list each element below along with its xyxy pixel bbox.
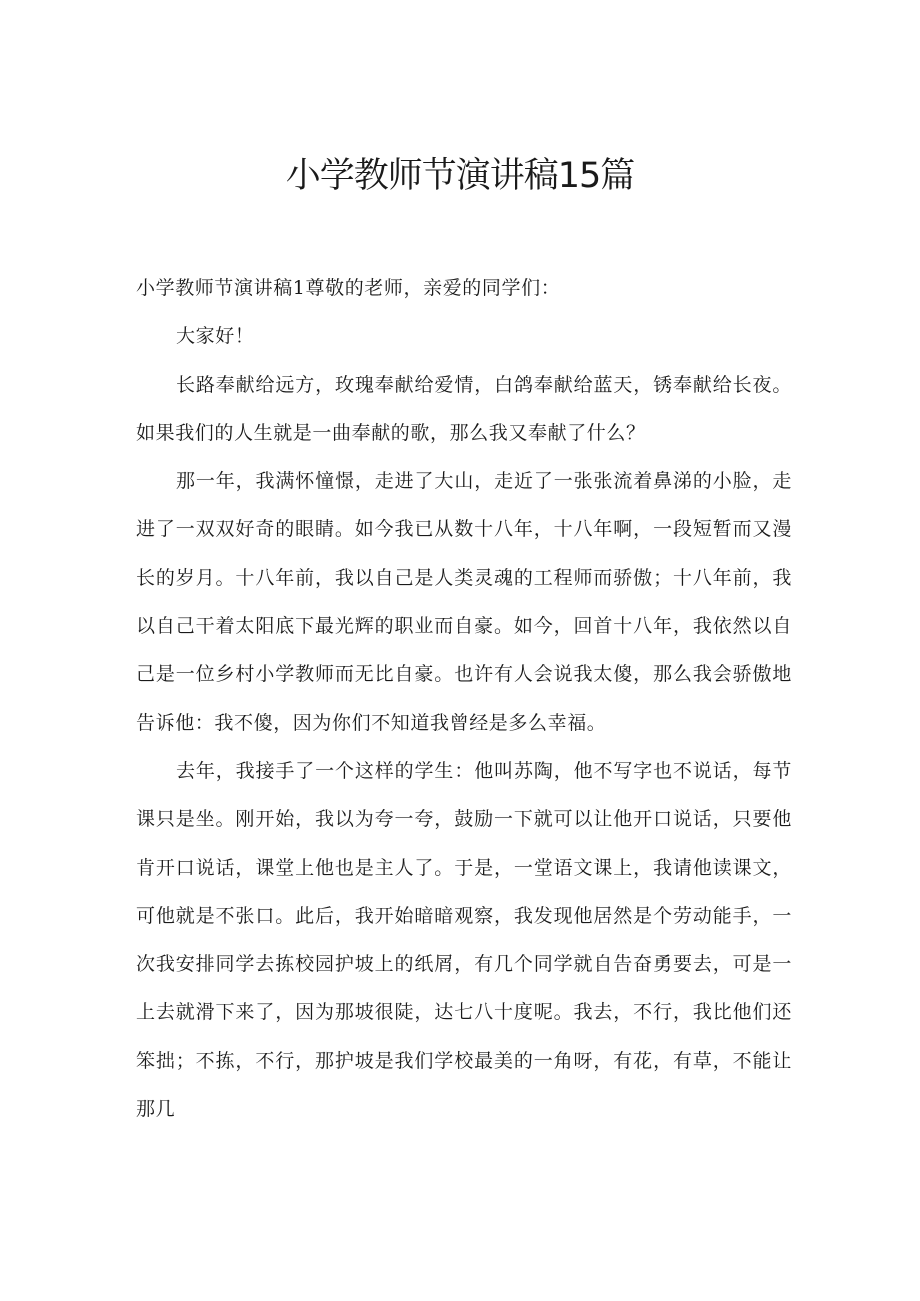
- paragraph-student-story: 去年，我接手了一个这样的学生：他叫苏陶，他不写字也不说话，每节课只是坐。刚开始，我以为夸一夸，鼓励一下就可以让他开口说话，只要他肯开口说话，课堂上他也是主人了。于是，一堂语文课上，我请他读课文，可他就是不张口。此后，我开始暗暗观察，我发现他居然是个劳动能手，一次我安排同学去拣校园护坡上的纸屑，有几个同学就自告奋勇要去，可是一上去就滑下来了，因为那坡很陡，达七八十度呢。我去，不行，我比他们还笨拙；不拣，不行，那护坡是我们学校最美的一角呀，有花，有草，不能让那几: [136, 759, 792, 1121]
- paragraph-eighteen-years: 那一年，我满怀憧憬，走进了大山，走近了一张张流着鼻涕的小脸，走进了一双双好奇的眼睛。如今我已从数十八年，十八年啊，一段短暂而又漫长的岁月。十八年前，我以自己是人类灵魂的工程师而骄傲；十八年前，我以自己干着太阳底下最光辉的职业而自豪。如今，回首十八年，我依然以自己是一位乡村小学教师而无比自豪。也许有人会说我太傻，那么我会骄傲地告诉他：我不傻，因为你们不知道我曾经是多么幸福。: [136, 470, 792, 734]
- document-body: [136, 264, 792, 1133]
- paragraph-greeting: 大家好！: [176, 325, 255, 348]
- document-title: 小学教师节演讲稿15篇: [285, 156, 635, 196]
- paragraph-salutation: 小学教师节演讲稿1尊敬的老师，亲爱的同学们：: [136, 277, 561, 299]
- paragraph-dedication: 长路奉献给远方，玫瑰奉献给爱情，白鸽奉献给蓝天，锈奉献给长夜。如果我们的人生就是一曲奉献的歌，那么我又奉献了什么？: [136, 373, 792, 444]
